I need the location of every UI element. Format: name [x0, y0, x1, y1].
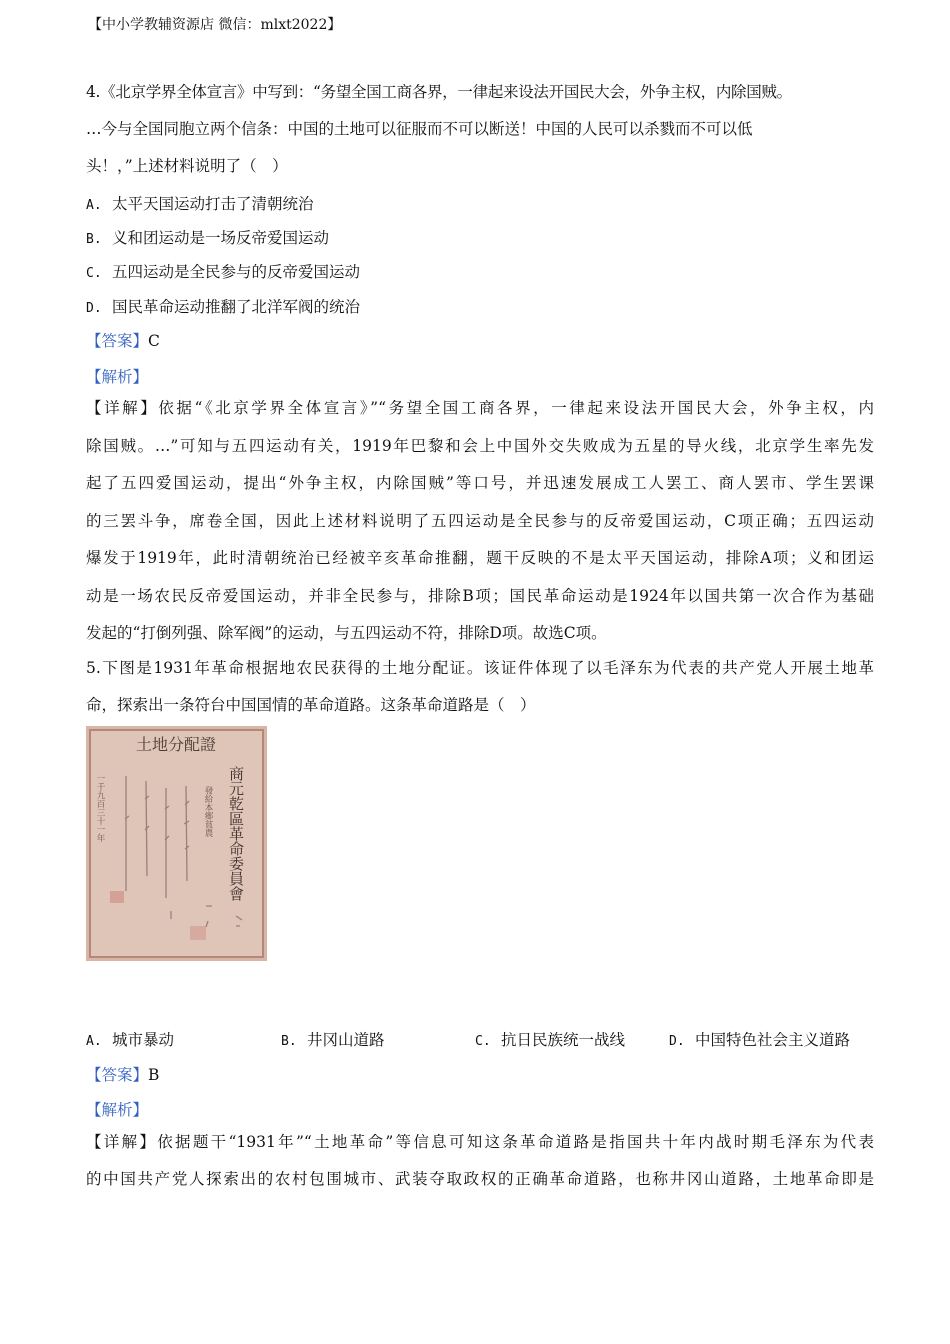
detail-line: 【详解】依据题干“1931年”“土地革命”等信息可知这条革命道路是指国共十年内战时期毛泽东为代表	[86, 1133, 874, 1151]
certificate-date: 一千九百三十一年	[95, 774, 105, 842]
question-5-detail	[86, 1124, 874, 1198]
page-header: 【中小学教辅资源店 微信：mlxt2022】	[88, 17, 342, 33]
question-5-option-c: C. 抗日民族统一战线	[475, 1031, 626, 1049]
question-4-stem	[86, 74, 874, 185]
question-5-analysis-tag: 【解析】	[86, 1101, 149, 1119]
question-4-option-d: D. 国民革命运动推翻了北洋军阀的统治	[86, 298, 361, 316]
land-certificate-photo	[86, 726, 267, 961]
question-5-option-a: A. 城市暴动	[86, 1031, 175, 1049]
question-5-answer: 【答案】B	[86, 1066, 160, 1084]
certificate-title: 土地分配證	[135, 735, 217, 754]
question-4-option-a: A. 太平天国运动打击了清朝统治	[86, 195, 314, 213]
detail-line: 爆发于1919年，此时清朝统治已经被辛亥革命推翻，题干反映的不是太平天国运动，排除A项；义和团运	[86, 549, 874, 567]
question-4-line: …今与全国同胞立两个信条：中国的土地可以征服而不可以断送！中国的人民可以杀戮而不可以低	[86, 120, 753, 138]
question-4-line: 4.《北京学界全体宣言》中写到：“务望全国工商各界，一律起来设法开国民大会，外争主权，内除国贼。	[86, 83, 792, 101]
detail-line: 【详解】依据“《北京学界全体宣言》”“务望全国工商各界，一律起来设法开国民大会，外争主权，内	[86, 399, 874, 417]
question-4-analysis-tag: 【解析】	[86, 368, 149, 386]
detail-line: 除国贼。…”可知与五四运动有关，1919年巴黎和会上中国外交失败成为五星的导火线，北京学生率先发	[86, 436, 874, 455]
question-4-line: 头！，”上述材料说明了（ ）	[86, 157, 288, 175]
detail-line: 起了五四爱国运动，提出“外争主权，内除国贼”等口号，并迅速发展成工人罢工、商人罢市、学生罢课	[86, 474, 874, 492]
question-5-line: 命，探索出一条符台中国国情的革命道路。这条革命道路是（ ）	[86, 696, 536, 714]
certificate-issuer: 商元乾區革命委員會	[227, 766, 245, 901]
detail-line: 发起的“打倒列强、除军阀”的运动，与五四运动不符，排除D项。故选C项。	[86, 624, 607, 642]
question-4-option-c: C. 五四运动是全民参与的反帝爱国运动	[86, 263, 361, 281]
certificate-text: 發給本鄉貧農	[203, 786, 213, 837]
question-4-answer: 【答案】C	[86, 332, 160, 350]
detail-line: 的三罢斗争，席卷全国，因此上述材料说明了五四运动是全民参与的反帝爱国运动，C项正确；五四运动	[86, 511, 874, 530]
land-certificate-image	[86, 726, 267, 961]
question-4-detail	[86, 390, 874, 653]
detail-line: 动是一场农民反帝爱国运动，并非全民参与，排除B项；国民革命运动是1924年以国共第一次合作为基础	[86, 586, 874, 605]
question-5-option-d: D. 中国特色社会主义道路	[669, 1031, 851, 1049]
question-5-option-b: B. 井冈山道路	[281, 1031, 385, 1049]
detail-line: 的中国共产党人探索出的农村包围城市、武装夺取政权的正确革命道路，也称井冈山道路，土地革命即是	[86, 1170, 874, 1188]
question-5-stem	[86, 650, 874, 724]
question-5-line: 5.下图是1931年革命根据地农民获得的土地分配证。该证件体现了以毛泽东为代表的共产党人开展土地革	[86, 659, 874, 677]
question-4-option-b: B. 义和团运动是一场反帝爱国运动	[86, 229, 330, 247]
